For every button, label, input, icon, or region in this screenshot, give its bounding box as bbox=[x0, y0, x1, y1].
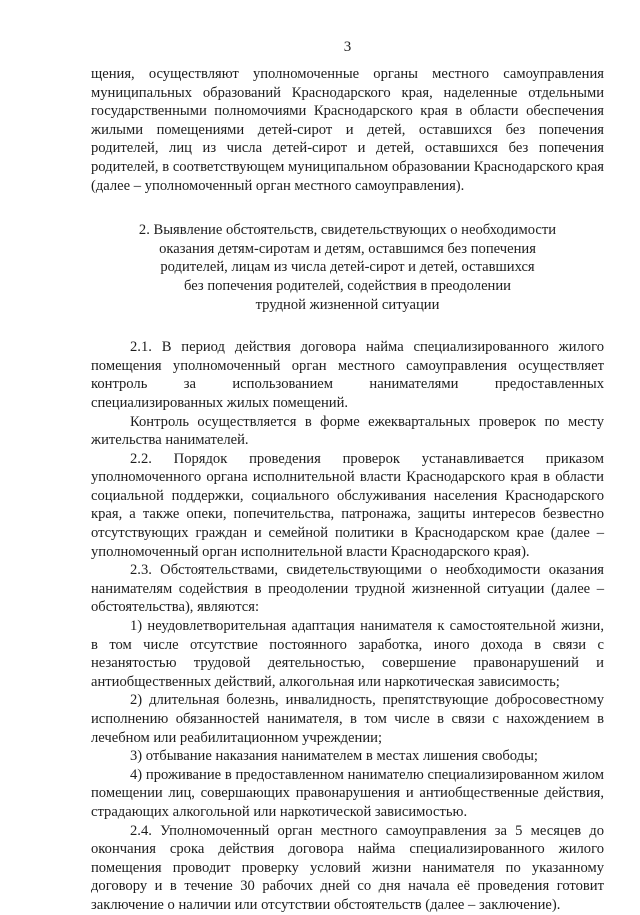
paragraph-2-1: 2.1. В период действия договора найма специализированного жилого помещения уполномоченный орган местного самоуправления осуществляет контроль за использованием нанимателями предоставленных специализированных жилых помещений. bbox=[91, 339, 604, 411]
list-item-3: 3) отбывание наказания нанимателем в местах лишения свободы; bbox=[130, 748, 538, 765]
section-heading bbox=[128, 221, 568, 314]
intro-paragraph: щения, осуществляют уполномоченные органы местного самоуправления муниципальных образований Краснодарского края, наделенные отдельными государственными полномочиями Краснодарского края в области обеспечения жилыми помещениями детей-сирот и детей, оставшихся без попечения родителей, лиц из числа детей-сирот и детей, оставшихся без попечения родителей, в соответствующем муниципальном образовании Краснодарского края (далее – уполномоченный орган местного самоуправления). bbox=[91, 66, 604, 194]
paragraph-control: Контроль осуществляется в форме ежеквартальных проверок по месту жительства нанимателей. bbox=[91, 413, 604, 449]
paragraph-2-4: 2.4. Уполномоченный орган местного самоуправления за 5 месяцев до окончания срока действия договора найма специализированного жилого помещения проводит проверку условий жизни нанимателя по указанному договору и в течение 30 рабочих дней со дня начала её проведения готовит заключение о наличии или отсутствии обстоятельств (далее – заключение). bbox=[91, 822, 604, 913]
list-item-1: 1) неудовлетворительная адаптация нанимателя к самостоятельной жизни, в том числе отсутствие постоянного заработка, иного дохода в связи с незанятостью трудовой деятельностью, совершение правонарушений и антиобщественных действий, алкогольная или наркотическая зависимость; bbox=[91, 618, 604, 690]
list-item-4: 4) проживание в предоставленном нанимателю специализированном жилом помещении лиц, совершающих правонарушения и антиобщественные действия, страдающих алкогольной или наркотической зависимостью. bbox=[91, 766, 604, 820]
section-heading-line: оказания детям-сиротам и детям, оставшимся без попечения bbox=[159, 240, 536, 257]
section-heading-line: трудной жизненной ситуации bbox=[255, 296, 440, 313]
list-item-2: 2) длительная болезнь, инвалидность, препятствующие добросовестному исполнению обязанностей нанимателя, в том числе в связи с нахождением в лечебном или реабилитационном учреждении; bbox=[91, 692, 604, 746]
paragraph-2-2: 2.2. Порядок проведения проверок устанавливается приказом уполномоченного органа исполнительной власти Краснодарского края в области социальной поддержки, социального обслуживания населения Краснодарского края, а также опеки, попечительства, патронажа, защиты интересов безвестно отсутствующих граждан и семейной политики в Краснодарском крае (далее – уполномоченный орган исполнительной власти Краснодарского края). bbox=[91, 450, 604, 560]
paragraph-2-3: 2.3. Обстоятельствами, свидетельствующими о необходимости оказания нанимателям содействия в преодолении трудной жизненной ситуации (далее – обстоятельства), являются: bbox=[91, 562, 604, 616]
page-number: 3 bbox=[343, 39, 352, 55]
section-heading-line: родителей, лицам из числа детей-сирот и детей, оставшихся bbox=[160, 259, 535, 276]
section-heading-line: 2. Выявление обстоятельств, свидетельствующих о необходимости bbox=[138, 222, 557, 239]
section-heading-line: без попечения родителей, содействия в преодолении bbox=[184, 277, 511, 294]
